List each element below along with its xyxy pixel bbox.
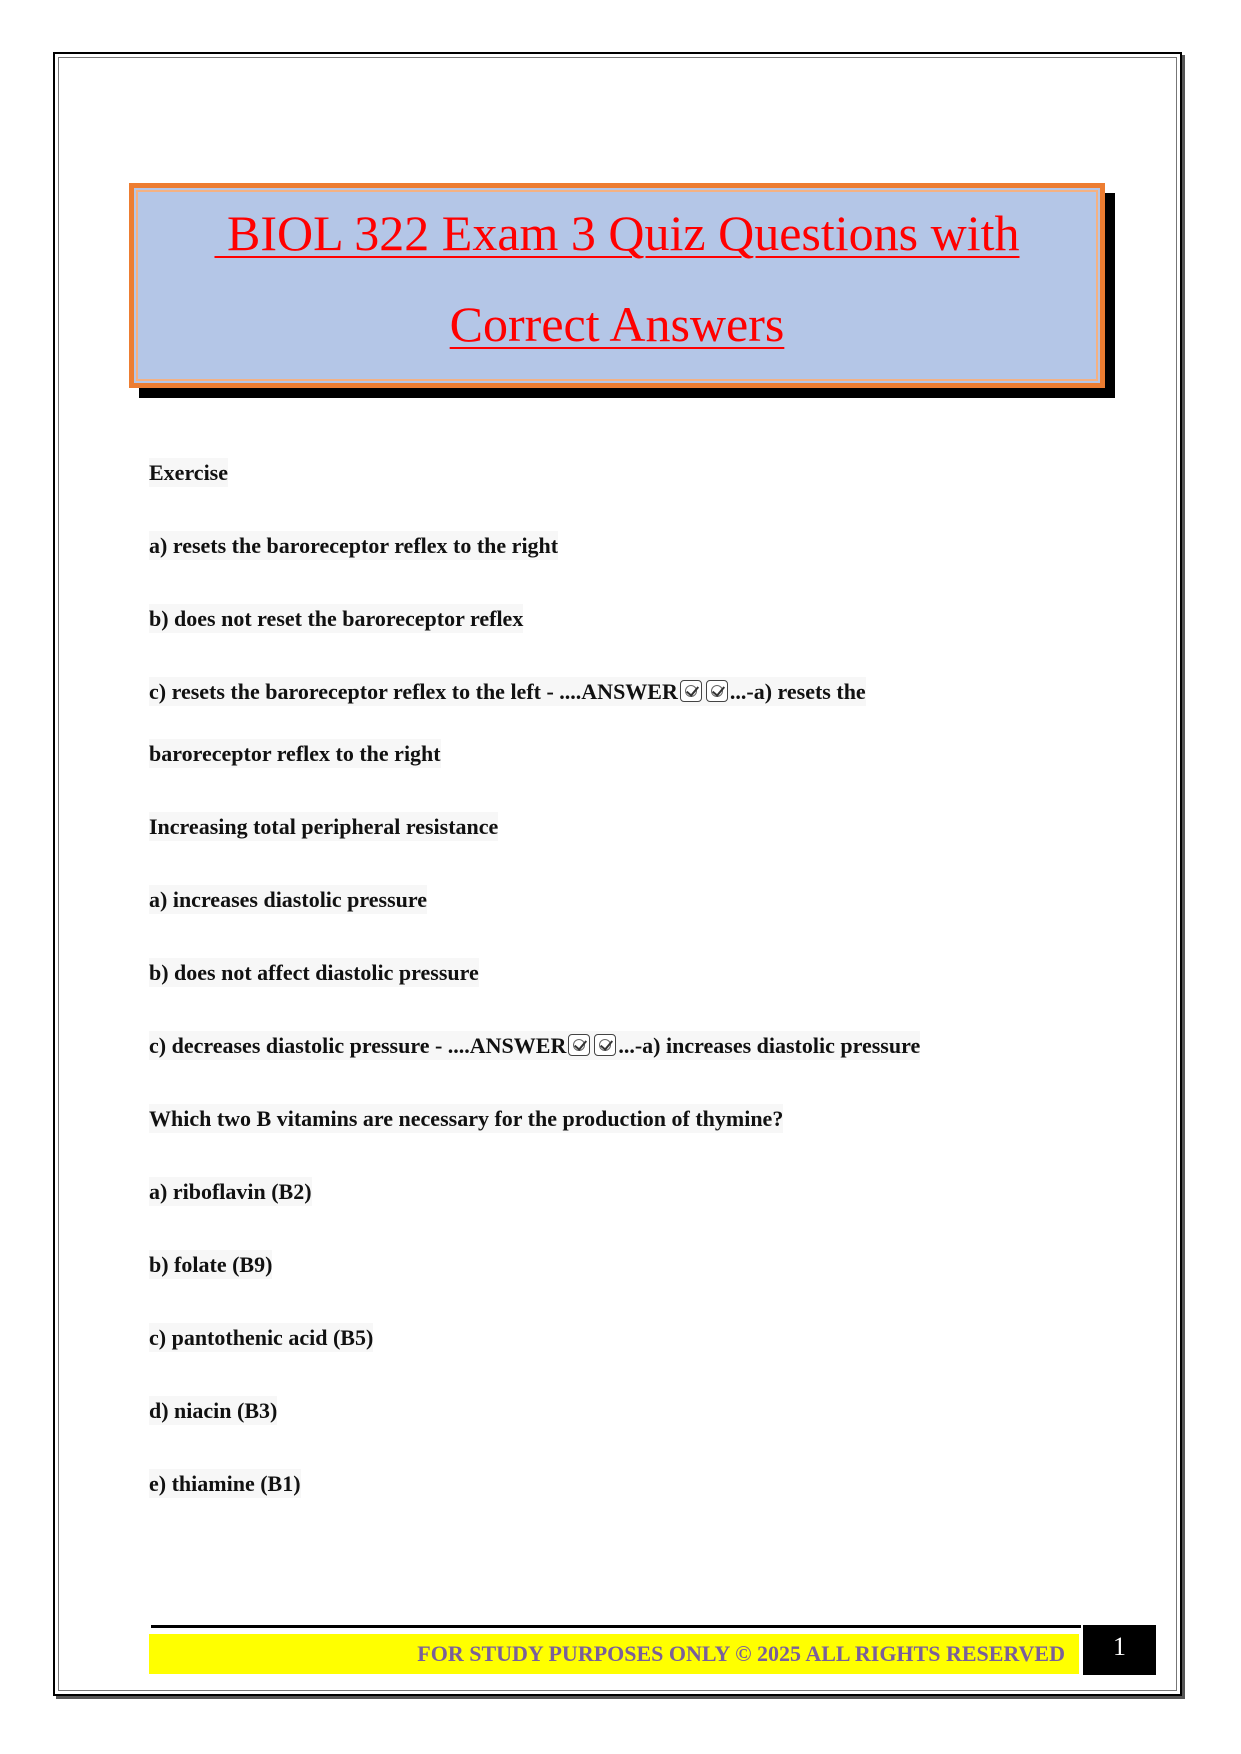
answer-line: c) decreases diastolic pressure - ....ANSWER ...-a) increases diastolic pressure [149, 1033, 921, 1058]
document-title-line-1: BIOL 322 Exam 3 Quiz Questions with [214, 205, 1020, 261]
option-line: d) niacin (B3) [149, 1398, 278, 1423]
option-line: a) increases diastolic pressure [149, 887, 428, 912]
option-line: a) riboflavin (B2) [149, 1179, 312, 1204]
check-box-icon [680, 680, 702, 702]
option-line: e) thiamine (B1) [149, 1471, 301, 1496]
document-title-line-2: Correct Answers [449, 296, 785, 352]
footer-rule [151, 1625, 1081, 1628]
title-box [129, 183, 1105, 388]
option-line: b) folate (B9) [149, 1252, 273, 1277]
answer-line-continuation: baroreceptor reflex to the right [149, 741, 441, 766]
check-box-icon [568, 1034, 590, 1056]
option-line: a) resets the baroreceptor reflex to the right [149, 533, 559, 558]
option-line: c) pantothenic acid (B5) [149, 1325, 374, 1350]
section-heading: Exercise [149, 460, 229, 485]
footer-notice: FOR STUDY PURPOSES ONLY © 2025 ALL RIGHTS RESERVED [149, 1634, 1079, 1674]
check-box-icon [594, 1034, 616, 1056]
question-line: Increasing total peripheral resistance [149, 814, 499, 839]
option-line: b) does not affect diastolic pressure [149, 960, 479, 985]
question-line: Which two B vitamins are necessary for the production of thymine? [149, 1106, 784, 1131]
quiz-content [149, 458, 1089, 1542]
answer-line: c) resets the baroreceptor reflex to the left - ....ANSWER ...-a) resets the [149, 679, 866, 704]
page-number: 1 [1083, 1625, 1156, 1675]
check-box-icon [706, 680, 728, 702]
option-line: b) does not reset the baroreceptor reflex [149, 606, 524, 631]
